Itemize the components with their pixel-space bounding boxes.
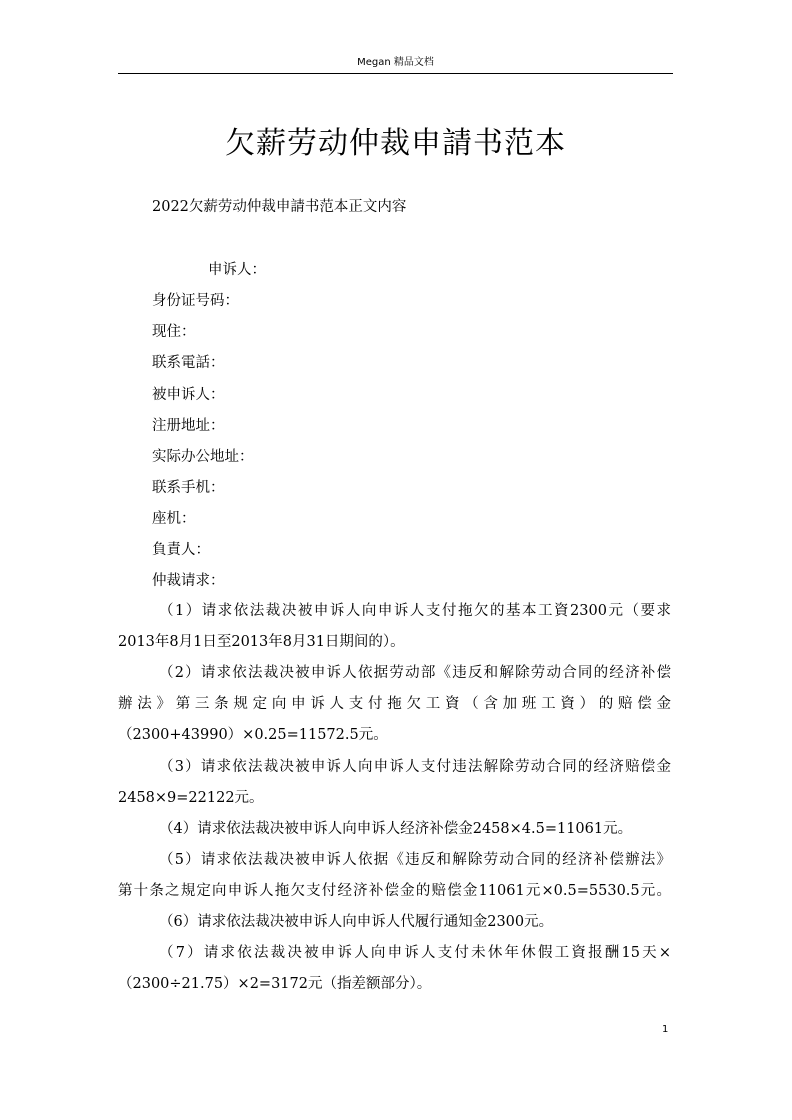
request-paragraph [118, 596, 671, 658]
field-mobile: 联系手机： [152, 480, 225, 496]
request-line: （2）请求依法裁决被申诉人依据劳动部《违反和解除劳动合同的经济补偿 [159, 665, 671, 681]
field-landline: 座机： [152, 511, 196, 527]
request-line: （3）请求依法裁决被申诉人向申诉人支付违法解除劳动合同的经济赔偿金 [159, 759, 671, 775]
field-complainant: 申诉人： [208, 262, 266, 278]
field-current-address: 现住： [152, 324, 196, 340]
request-paragraph [118, 658, 671, 751]
request-line: （5）请求依法裁决被申诉人依据《违反和解除劳动合同的经济补偿辦法》 [159, 852, 671, 868]
field-person-in-charge: 負責人： [152, 542, 210, 558]
request-line: （2300+43990）×0.25=11572.5元。 [118, 727, 388, 743]
header-rule [118, 73, 673, 74]
request-line: （6）请求依法裁决被申诉人向申诉人代履行通知金2300元。 [159, 914, 554, 930]
request-paragraph [118, 938, 671, 1000]
request-line: （2300÷21.75）×2=3172元（指差额部分）。 [118, 976, 432, 992]
request-line: 第十条之規定向申诉人拖欠支付经济补偿金的赔偿金11061元×0.5=5530.5元。 [118, 883, 671, 899]
request-line: （7）请求依法裁决被申诉人向申诉人支付未休年休假工資报酬15天× [159, 945, 671, 961]
request-paragraph [118, 907, 671, 938]
field-office-address: 实际办公地址： [152, 449, 254, 465]
field-arbitration-requests: 仲裁请求： [152, 573, 225, 589]
page-header: Megan 精品文档 [357, 57, 434, 68]
document-title: 欠薪劳动仲裁申請书范本 [225, 126, 566, 161]
request-line: 辦法》第三条规定向申诉人支付拖欠工資（含加班工資）的赔偿金 [118, 696, 671, 712]
field-id-number: 身份证号码： [152, 293, 239, 309]
request-line: 2013年8月1日至2013年8月31日期间的）。 [118, 634, 405, 650]
field-phone: 联系電話： [152, 355, 225, 371]
document-subtitle: 2022欠薪劳动仲裁申請书范本正文内容 [152, 199, 407, 215]
request-paragraph [118, 814, 671, 845]
page-number: 1 [662, 1024, 669, 1035]
request-paragraph [118, 752, 671, 814]
request-line: （1）请求依法裁决被申诉人向申诉人支付拖欠的基本工資2300元（要求 [159, 603, 671, 619]
request-line: （4）请求依法裁决被申诉人向申诉人经济补偿金2458×4.5=11061元。 [159, 821, 633, 837]
field-registered-address: 注册地址： [152, 418, 225, 434]
field-respondent: 被申诉人： [152, 387, 225, 403]
request-line: 2458×9=22122元。 [118, 790, 264, 806]
request-paragraph [118, 845, 671, 907]
